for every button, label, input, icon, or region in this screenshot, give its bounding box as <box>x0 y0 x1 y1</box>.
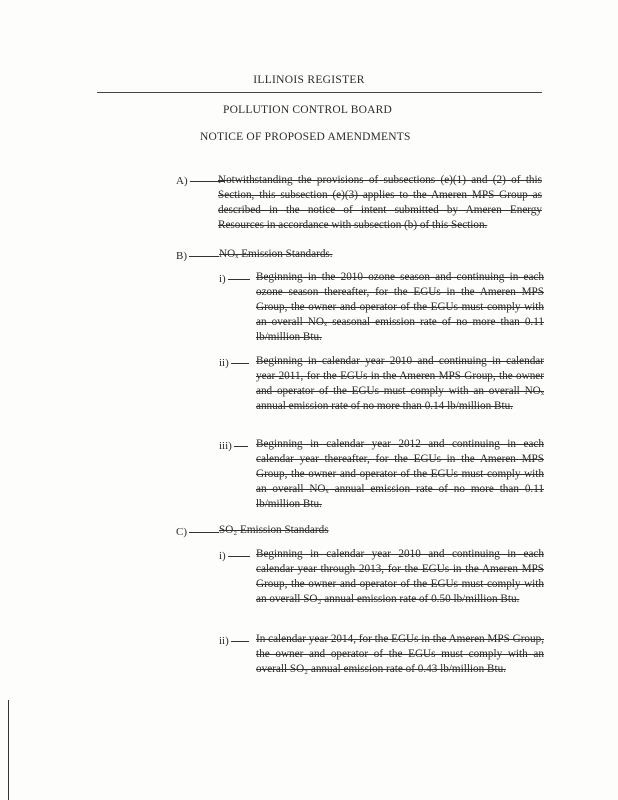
section-b-item-2-label <box>219 357 249 369</box>
section-b-item-1-text: Beginning in the 2010 ozone season and continuing in each ozone season thereafter, for the EGUs in the Ameren MPS Group, the owner and operator of the EGUs must comply with an overall NOₓ seasonal emission rate of no more than 0.11 lb/million Btu. <box>256 271 544 343</box>
section-c-label <box>176 526 219 538</box>
section-b-label-text: B) <box>176 250 187 262</box>
section-c-item-1-label <box>219 550 250 562</box>
board-title: POLLUTION CONTROL BOARD <box>223 104 393 116</box>
section-b-item-3-text: Beginning in calendar year 2012 and continuing in each calendar year thereafter, for the EGUs in the Ameren MPS Group, the owner and operator of the EGUs must comply with an overall NOₓ annual emission rate of no more than 0.11 lb/million Btu. <box>256 438 544 510</box>
label-dash <box>228 556 250 557</box>
section-a-label-text: A) <box>176 175 188 187</box>
label-dash <box>231 641 249 642</box>
section-b-item-3-label <box>219 440 248 452</box>
item-label-text: iii) <box>219 440 232 452</box>
register-title: ILLINOIS REGISTER <box>253 74 365 86</box>
label-dash <box>189 256 219 257</box>
section-b-item-2-text: Beginning in calendar year 2010 and continuing in calendar year 2011, for the EGUs in the Ameren MPS Group, the owner and operator of the EGUs must comply with an overall NOₓ annual emission rate of no more than 0.14 lb/million Btu. <box>256 355 544 412</box>
label-dash <box>231 363 249 364</box>
section-c-label-text: C) <box>176 526 187 538</box>
label-dash <box>189 532 219 533</box>
label-dash <box>228 279 250 280</box>
section-b-item-1-label <box>219 273 250 285</box>
notice-title: NOTICE OF PROPOSED AMENDMENTS <box>200 131 411 143</box>
item-label-text: ii) <box>219 635 229 647</box>
section-c-item-1-text: Beginning in calendar year 2010 and continuing in each calendar year through 2013, for the EGUs in the Ameren MPS Group, the owner and operator of the EGUs must comply with an overall SO₂ annual emission rate of 0.50 lb/million Btu. <box>256 548 544 605</box>
section-c-item-2-label <box>219 635 249 647</box>
item-label-text: i) <box>219 273 226 285</box>
section-c-item-2-text: In calendar year 2014, for the EGUs in the Ameren MPS Group, the owner and operator of the EGUs must comply with an overall SO₂ annual emission rate of 0.43 lb/million Btu. <box>256 633 545 675</box>
section-a-text: Notwithstanding the provisions of subsections (e)(1) and (2) of this Section, this subsection (e)(3) applies to the Ameren MPS Group as described in the notice of intent submitted by Ameren Energy Resources in accordance with subsection (b) of this Section. <box>218 174 542 231</box>
item-label-text: i) <box>219 550 226 562</box>
label-dash <box>234 446 248 447</box>
section-b-heading: NOₓ Emission Standards. <box>219 248 333 260</box>
item-label-text: ii) <box>219 357 229 369</box>
scan-edge-line <box>8 700 9 800</box>
header-rule <box>97 92 542 93</box>
section-c-heading: SO₂ Emission Standards <box>219 524 329 536</box>
section-a-label <box>176 175 224 187</box>
section-b-label <box>176 250 219 262</box>
